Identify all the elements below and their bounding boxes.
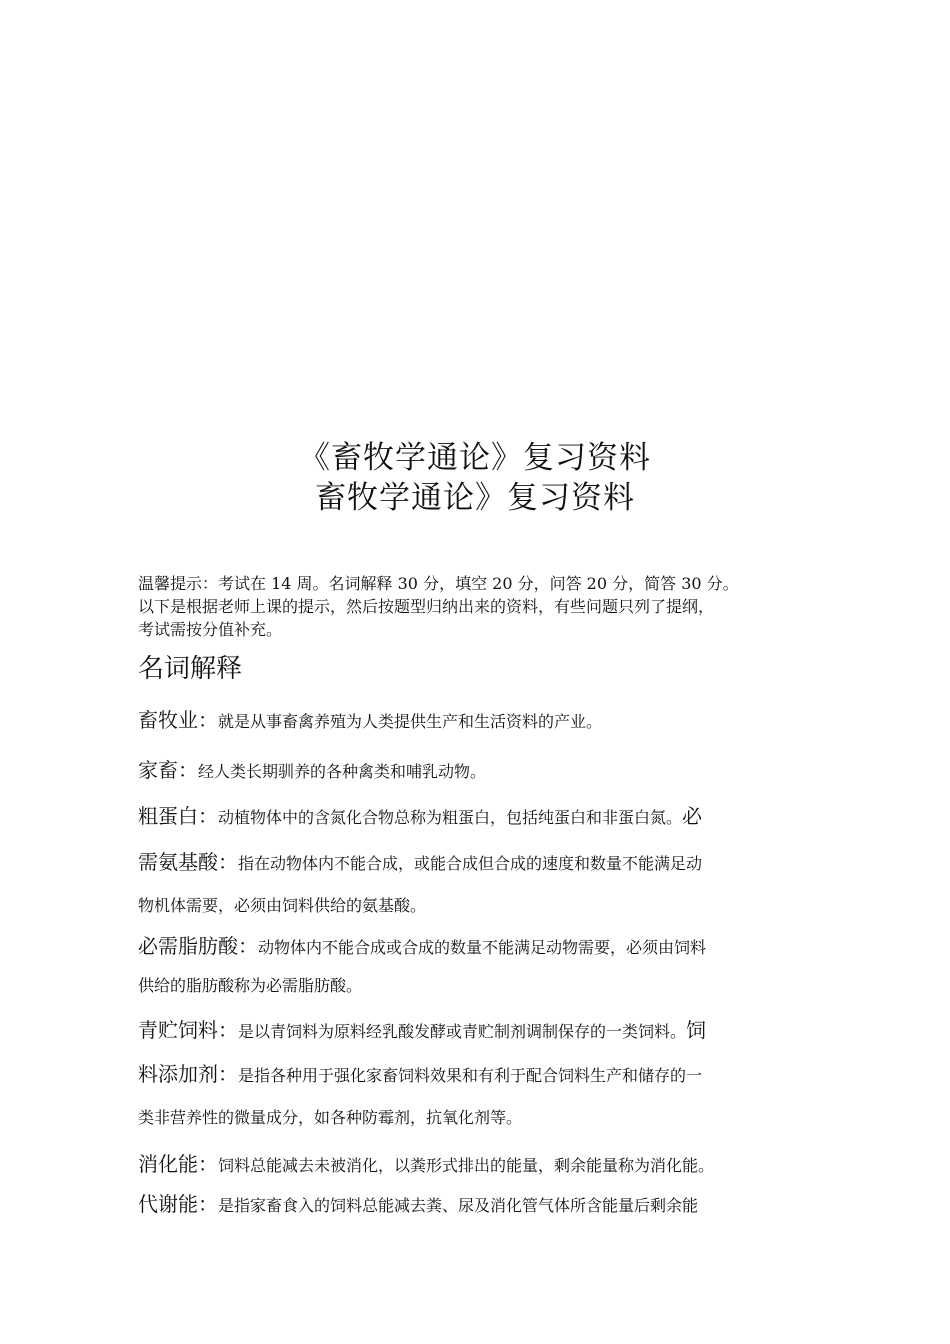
definition-text: 经人类长期驯养的各种禽类和哺乳动物。 xyxy=(198,762,487,781)
term: 需氨基酸： xyxy=(138,850,238,874)
continuation-char: 饲 xyxy=(686,1018,707,1042)
term: 代谢能： xyxy=(138,1192,218,1216)
definition-text: 是指家畜食入的饲料总能减去粪、尿及消化管气体所含能量后剩余能 xyxy=(218,1196,699,1215)
definition-line xyxy=(138,800,702,829)
definition-line xyxy=(138,1188,698,1217)
exam-notice xyxy=(138,572,838,641)
definition-line xyxy=(138,1058,702,1087)
definition-line xyxy=(138,754,486,783)
definition-line xyxy=(138,1104,522,1128)
definition-text: 指在动物体内不能合成，或能合成但合成的速度和数量不能满足动 xyxy=(238,854,703,873)
term: 消化能： xyxy=(138,1152,218,1176)
definition-line xyxy=(138,704,602,733)
notice-line: 温馨提示：考试在 14 周。名词解释 30 分，填空 20 分，问答 20 分，简答 30 分。 xyxy=(138,574,739,593)
definition-text: 动物体内不能合成或合成的数量不能满足动物需要，必须由饲料 xyxy=(258,938,707,957)
definition-text: 饲料总能减去未被消化，以粪形式排出的能量，剩余能量称为消化能。 xyxy=(218,1156,715,1175)
definition-line xyxy=(138,930,706,959)
notice-line: 以下是根据老师上课的提示，然后按题型归纳出来的资料，有些问题只列了提纲， xyxy=(138,597,715,616)
term: 料添加剂： xyxy=(138,1062,238,1086)
definition-line xyxy=(138,846,702,875)
section-heading: 名词解释 xyxy=(138,654,243,684)
definition-text: 物机体需要，必须由饲料供给的氨基酸。 xyxy=(138,896,427,915)
definition-text: 动植物体中的含氮化合物总称为粗蛋白，包括纯蛋白和非蛋白氮。 xyxy=(218,808,683,827)
document-title-repeat: 畜牧学通论》复习资料 xyxy=(315,480,635,516)
document-title: 《畜牧学通论》复习资料 xyxy=(299,440,651,476)
definition-text: 类非营养性的微量成分，如各种防霉剂，抗氧化剂等。 xyxy=(138,1108,523,1127)
definition-text: 是以青饲料为原料经乳酸发酵或青贮制剂调制保存的一类饲料。 xyxy=(238,1022,687,1041)
definition-line xyxy=(138,892,426,916)
notice-line: 考试需按分值补充。 xyxy=(138,620,283,639)
definition-line xyxy=(138,1148,714,1177)
definition-text: 就是从事畜禽养殖为人类提供生产和生活资料的产业。 xyxy=(218,712,603,731)
term: 畜牧业： xyxy=(138,708,218,732)
definition-line xyxy=(138,972,362,996)
continuation-char: 必 xyxy=(682,804,703,828)
definition-text: 供给的脂肪酸称为必需脂肪酸。 xyxy=(138,976,363,995)
term: 必需脂肪酸： xyxy=(138,934,258,958)
term: 粗蛋白： xyxy=(138,804,218,828)
definition-text: 是指各种用于强化家畜饲料效果和有利于配合饲料生产和储存的一 xyxy=(238,1066,703,1085)
term: 青贮饲料： xyxy=(138,1018,238,1042)
definition-line xyxy=(138,1014,706,1043)
term: 家畜： xyxy=(138,758,198,782)
